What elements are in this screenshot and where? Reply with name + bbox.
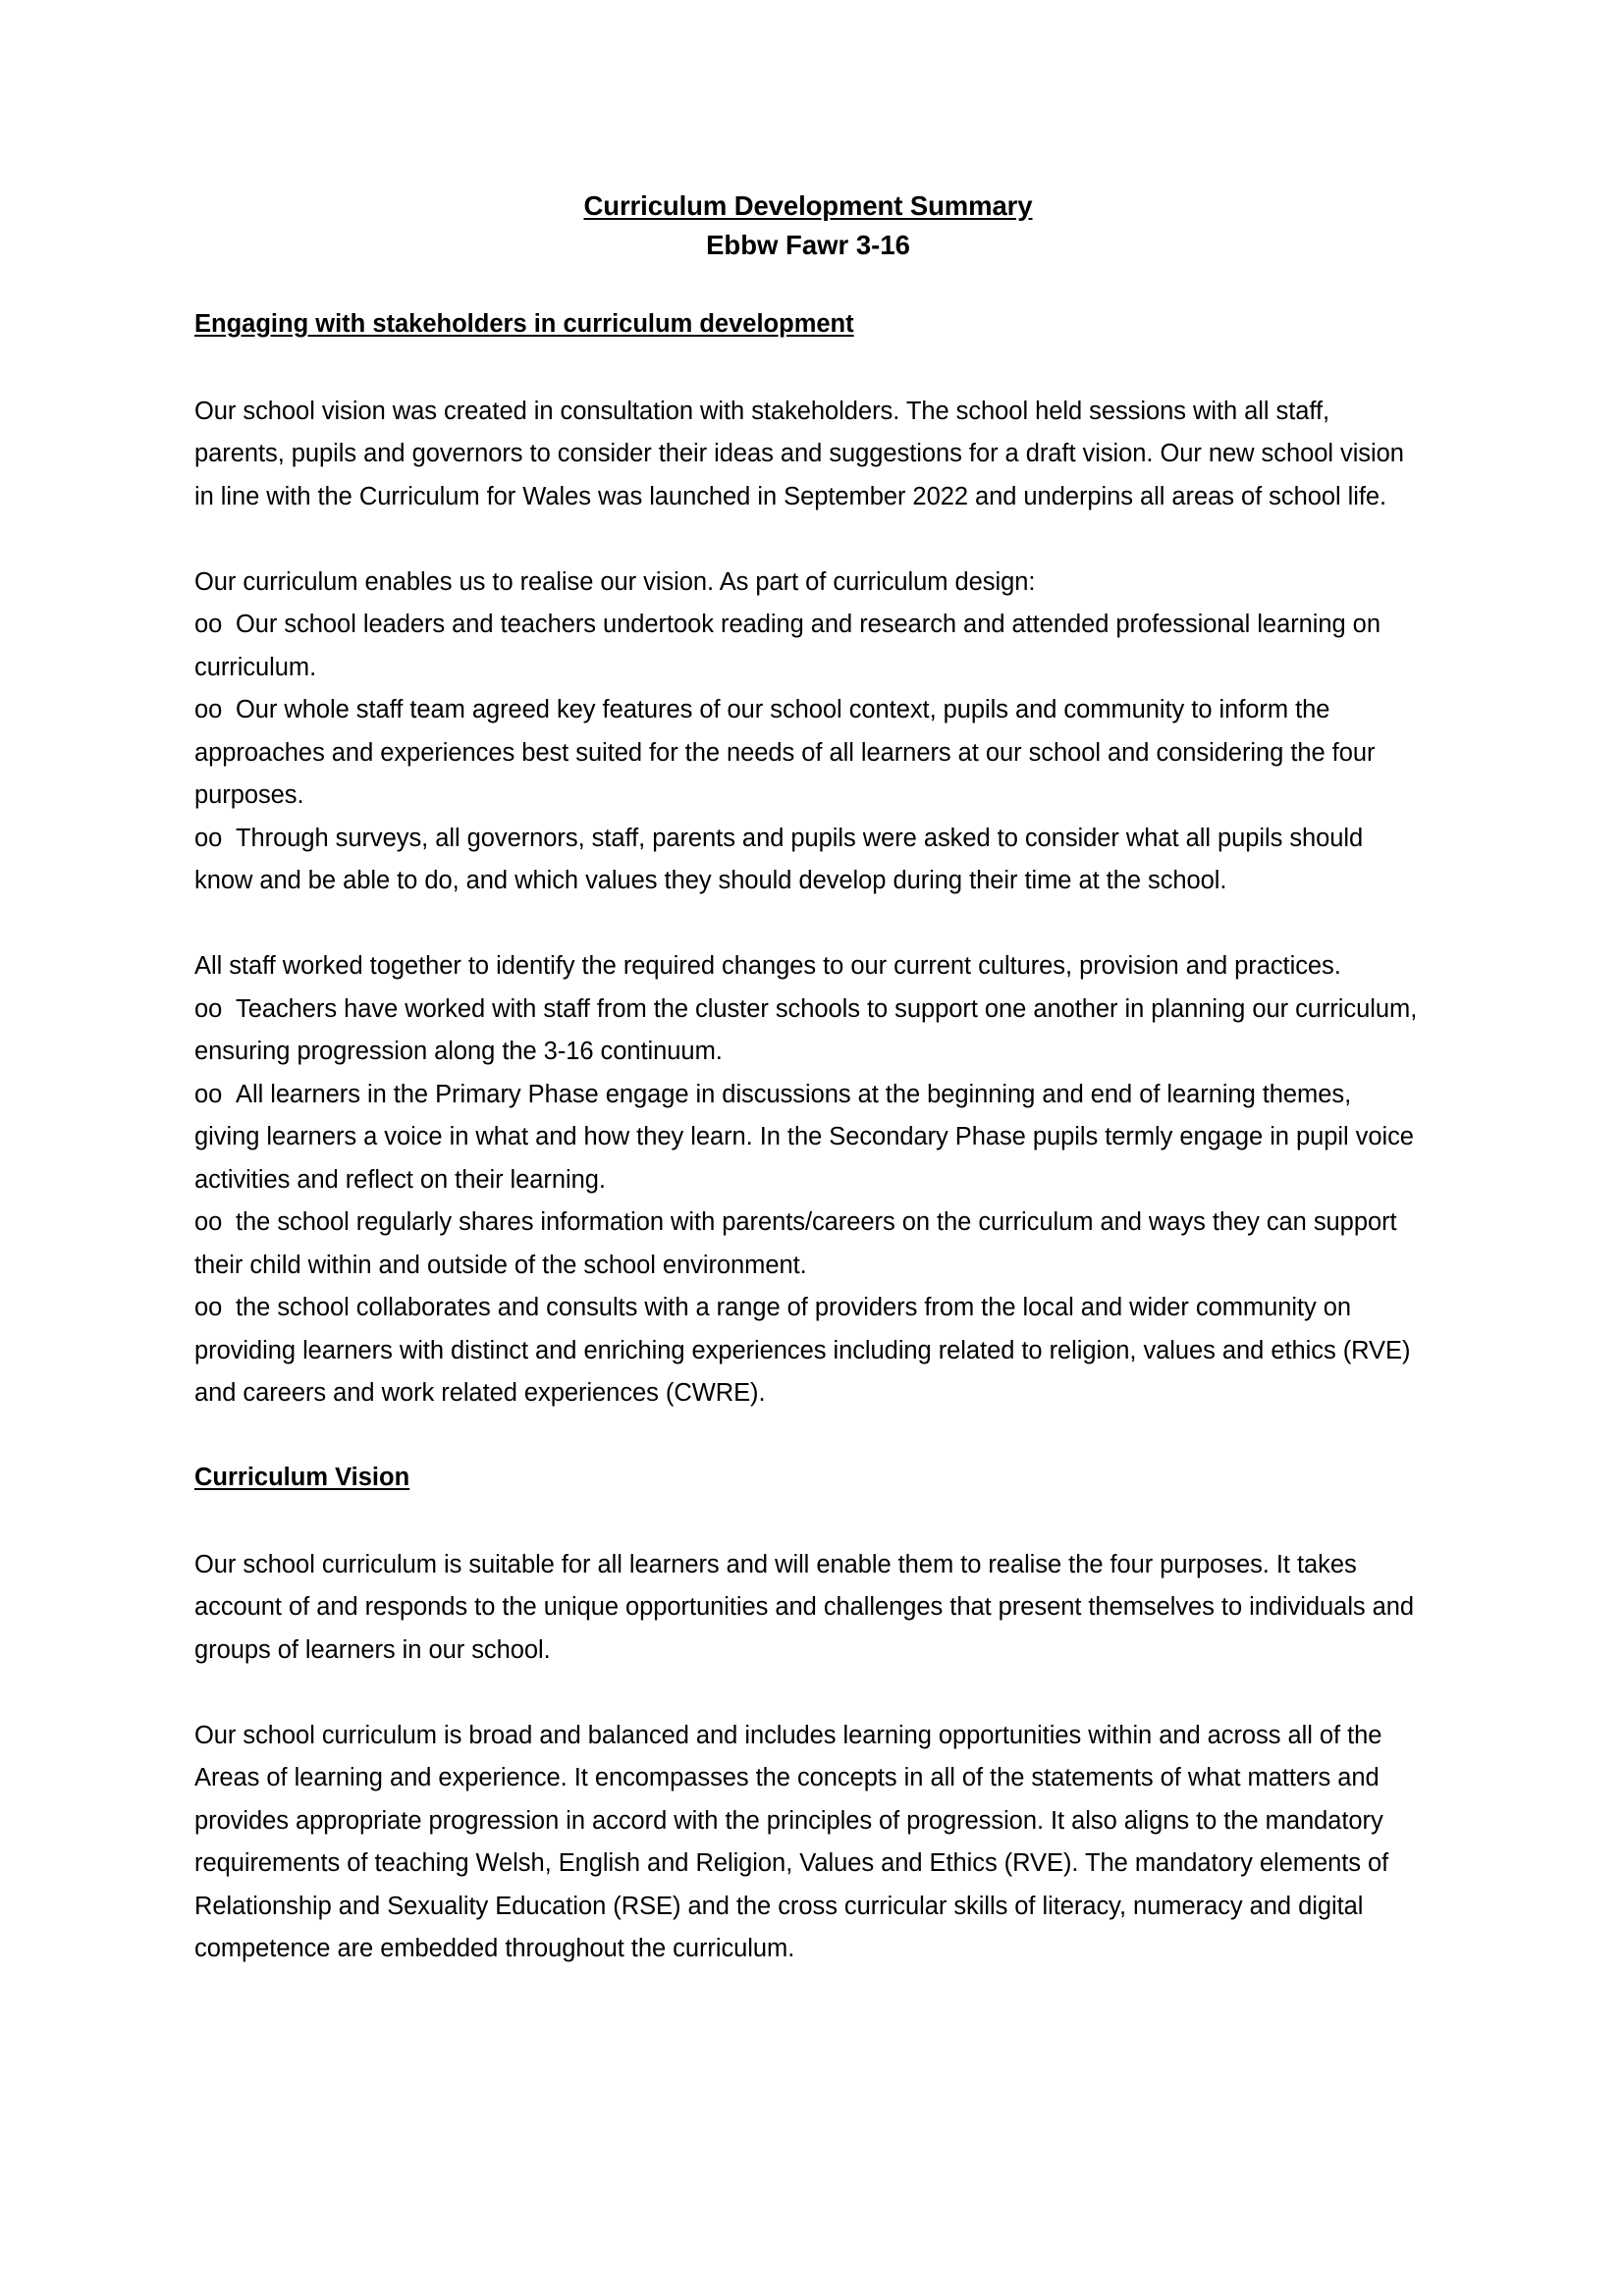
spacer-2 [194, 518, 1422, 561]
paragraph-curriculum-broad-balanced: Our school curriculum is broad and balanced and includes learning opportunities within and across all of the Areas of learning and experience. It encompasses the concepts in all of the statements of what matters and provides appropriate progression in accord with the principles of progression. It also aligns to the mandatory requirements of teaching Welsh, English and Religion, Values and Ethics (RVE). The mandatory elements of Relationship and Sexuality Education (RSE) and the cross curricular skills of literacy, numeracy and digital competence are embedded throughout the curriculum. [194, 1721, 1389, 1962]
spacer-6 [194, 1672, 1422, 1715]
document-title-line-1-text: Curriculum Development Summary [583, 190, 1033, 221]
list-item [194, 604, 1422, 689]
document-title-line-1 [194, 187, 1422, 226]
spacer-after-title [194, 265, 1422, 304]
bullet-circle-icon: o o [194, 988, 236, 1032]
heading-curriculum-vision: Curriculum Vision [194, 1464, 410, 1491]
list-item-text: Our school leaders and teachers undertook reading and research and attended professional learning on curriculum. [194, 611, 1380, 681]
bullet-circle-icon: o o [194, 1287, 236, 1330]
list-item [194, 818, 1422, 903]
document-title-line-2: Ebbw Fawr 3-16 [706, 230, 910, 260]
bullet-circle-icon: o o [194, 818, 236, 861]
list-item-text: the school collaborates and consults with a range of providers from the local and wider community on providing learners with distinct and enriching experiences including related to religion, values and ethics (RVE) and careers and work related experiences (CWRE). [194, 1294, 1411, 1407]
list-item-text: All learners in the Primary Phase engage in discussions at the beginning and end of learning themes, giving learners a voice in what and how they learn. In the Secondary Phase pupils termly engage in pupil voice activities and reflect on their learning. [194, 1080, 1414, 1194]
paragraph-curriculum-suitable: Our school curriculum is suitable for all learners and will enable them to realise the four purposes. It takes account of and responds to the unique opportunities and challenges that present themselves to individuals and groups of learners in our school. [194, 1550, 1415, 1664]
bullet-circle-icon: o o [194, 604, 236, 647]
spacer-3 [194, 903, 1422, 946]
document-body [194, 187, 1422, 1971]
list-item [194, 689, 1422, 818]
bullet-circle-icon: o o [194, 1074, 236, 1117]
heading-stakeholders: Engaging with stakeholders in curriculum development [194, 310, 854, 338]
list-item-text: Teachers have worked with staff from the cluster schools to support one another in planning our curriculum, ensuring progression along the 3-16 continuum. [194, 994, 1418, 1065]
list-item [194, 1287, 1422, 1415]
paragraph-all-staff-worked: All staff worked together to identify the required changes to our current cultures, provision and practices. [194, 952, 1341, 980]
list-item-text: Through surveys, all governors, staff, parents and pupils were asked to consider what all pupils should know and be able to do, and which values they should develop during their time at the school. [194, 824, 1364, 894]
list-item-text: the school regularly shares information with parents/careers on the curriculum and ways they can support their child within and outside of the school environment. [194, 1208, 1397, 1279]
spacer-1 [194, 347, 1422, 391]
bullet-circle-icon: o o [194, 1201, 236, 1245]
list-item [194, 1201, 1422, 1287]
list-item [194, 1074, 1422, 1202]
heading-curriculum-vision-wrap [194, 1458, 1422, 1501]
bullet-circle-icon: o o [194, 689, 236, 732]
heading-stakeholders-wrap [194, 304, 1422, 347]
paragraph-curriculum-design-intro: Our curriculum enables us to realise our vision. As part of curriculum design: [194, 567, 1036, 596]
list-item-text: Our whole staff team agreed key features of our school context, pupils and community to inform the approaches and experiences best suited for the needs of all learners at our school and considering the four purposes. [194, 696, 1376, 809]
paragraph-vision-consultation: Our school vision was created in consultation with stakeholders. The school held sessions with all staff, parents, pupils and governors to consider their ideas and suggestions for a draft vision. Our new school vision in line with the Curriculum for Wales was launched in September 2022 and underpins all areas of school life. [194, 397, 1404, 510]
spacer-4 [194, 1415, 1422, 1459]
spacer-5 [194, 1501, 1422, 1544]
list-item [194, 988, 1422, 1074]
